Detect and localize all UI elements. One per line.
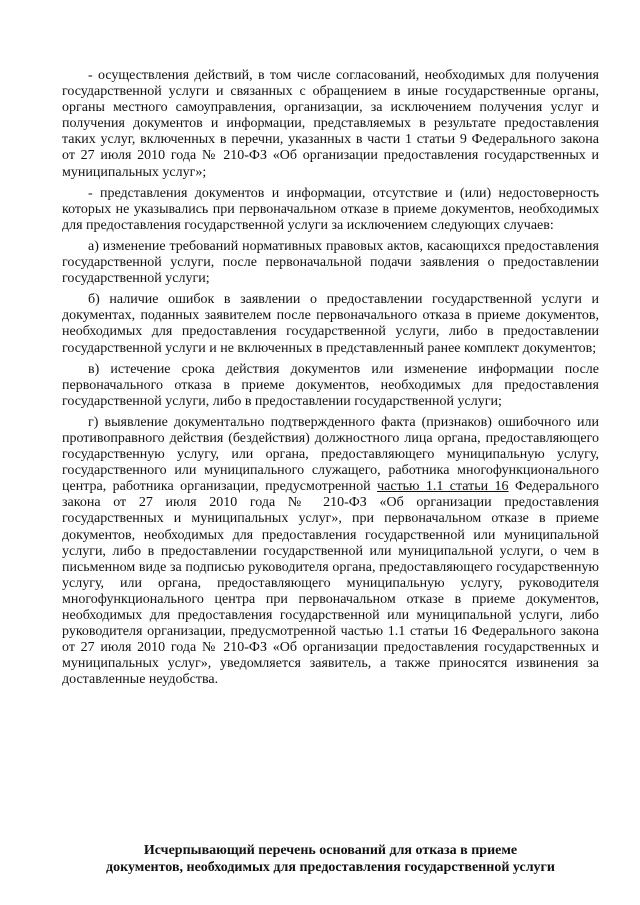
section-heading-line-2: документов, необходимых для предоставления государственной услуги [106, 860, 555, 875]
paragraph-b: б) наличие ошибок в заявлении о предоставлении государственной услуги и документах, поданных заявителем после первоначального отказа в приеме документов, необходимых для предоставления государственной услуги, либо в предоставлении государственной услуги и не включенных в представленный ранее комплект документов; [62, 292, 599, 356]
paragraph-documents: - представления документов и информации, отсутствие и (или) недостоверность которых не указывались при первоначальном отказе в приеме документов, необходимых для предоставления государственной услуги за исключением следующих случаев: [62, 185, 599, 233]
section-heading-line-1: Исчерпывающий перечень оснований для отказа в приеме [143, 843, 518, 858]
law-reference-link[interactable]: частью 1.1 статьи 16 [377, 479, 509, 495]
section-heading [62, 842, 599, 876]
paragraph-v: в) истечение срока действия документов или изменение информации после первоначального отказа в приеме документов, необходимых для предоставления государственной услуги, либо в предоставлении государственной услуги; [62, 361, 599, 409]
paragraph-g [62, 415, 599, 689]
paragraph-g-text-start: г) выявление документально подтвержденного факта (признаков) ошибочного или противоправного действия (бездействия) должностного лица органа, предоставляющего государственную услугу, или органа, предоставляющего муниципальную услугу, государственного или муниципального служащего, работника многофункционального центра, работника организации, предусмотренной [62, 414, 599, 495]
paragraph-a: а) изменение требований нормативных правовых актов, касающихся предоставления государственной услуги, после первоначальной подачи заявления о предоставлении государственной услуги; [62, 238, 599, 287]
document-body [62, 68, 599, 688]
paragraph-actions: - осуществления действий, в том числе согласований, необходимых для получения государственной услуги и связанных с обращением в иные государственные органы, органы местного самоуправления, организации, за исключением получения услуг и получения документов и информации, представляемых в результате предоставления таких услуг, включенных в перечни, указанных в части 1 статьи 9 Федерального закона от 27 июля 2010 года № 210-ФЗ «Об организации предоставления государственных и муниципальных услуг»; [62, 68, 599, 180]
paragraph-g-text-end: Федерального закона от 27 июля 2010 года № 210-ФЗ «Об организации предоставления государственных и муниципальных услуг», при первоначальном отказе в приеме документов, необходимых для предоставления государственной или муниципальной услуги, либо в предоставлении государственной или муниципальной услуги, о чем в письменном виде за подписью руководителя органа, предоставляющего государственную услугу, или органа, предоставляющего муниципальную услугу, руководителя многофункционального центра при первоначальном отказе в приеме документов, необходимых для предоставления государственной или муниципальной услуги, либо руководителя организации, предусмотренной частью 1.1 статьи 16 Федерального закона от 27 июля 2010 года № 210-ФЗ «Об организации предоставления государственных и муниципальных услуг», уведомляется заявитель, а также приносятся извинения за доставленные неудобства. [62, 479, 599, 688]
